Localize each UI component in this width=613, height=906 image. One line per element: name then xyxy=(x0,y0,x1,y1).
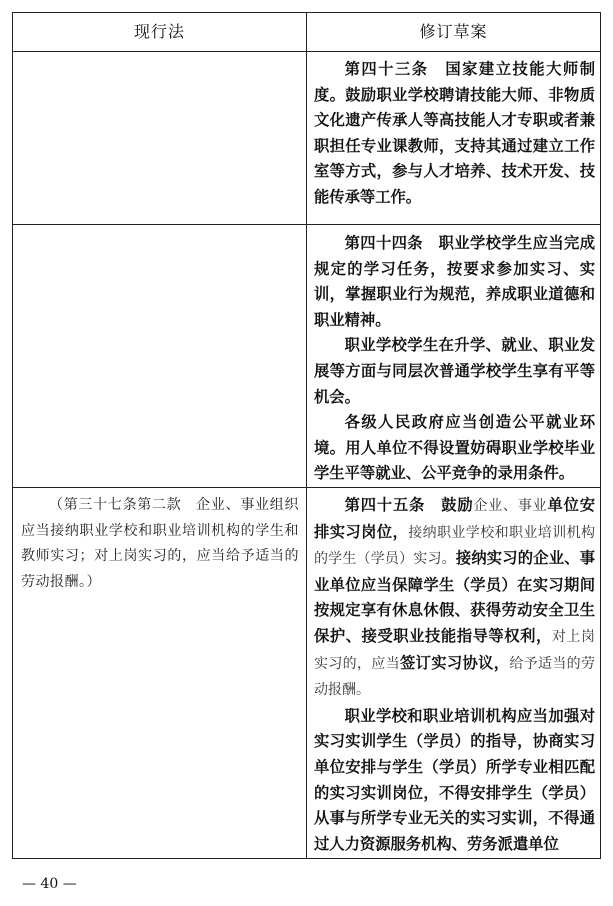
article-45-unchanged-3: 对上岗实习的，应当 xyxy=(314,628,595,672)
article-45-unchanged-4: 给予适当的劳动报酬。 xyxy=(314,655,595,699)
article-45-unchanged-2: 接纳职业学校和职业培训机构的学生（学员）实习。 xyxy=(314,524,595,568)
row-divider-2 xyxy=(13,487,600,488)
row3-revised-cell xyxy=(314,493,595,857)
article-45-added-3: 签订实习协议， xyxy=(399,653,510,672)
header-revised-draft: 修订草案 xyxy=(419,22,488,41)
article-44-para-2: 职业学校学生在升学、就业、职业发展等方面与同层次普通学校学生享有平等机会。 xyxy=(314,336,595,406)
article-37-clause-2: （第三十七条第二款 企业、事业组织应当接纳职业学校和职业培训机构的学生和教师实习；对上岗实习的，应当给予适当的劳动报酬。） xyxy=(21,497,299,590)
article-45-added-2: 接纳实习的企业、事业单位应当保障学生（学员）在实习期间按规定享有休息休假、获得劳动安全卫生保护、接受职业技能指导等权利， xyxy=(314,549,595,645)
row3-current-cell xyxy=(21,493,299,595)
row-divider-1 xyxy=(13,224,600,225)
page-number: — 40 — xyxy=(22,876,77,892)
article-45-lead: 第四十五条 鼓励 xyxy=(344,496,474,514)
article-44-para-3: 各级人民政府应当创造公平就业环境。用人单位不得设置妨碍职业学校毕业学生平等就业、公平竞争的录用条件。 xyxy=(314,413,595,483)
article-44-para-1: 第四十四条 职业学校学生应当完成规定的学习任务，按要求参加实习、实训，掌握职业行为规范，养成职业道德和职业精神。 xyxy=(314,234,595,329)
article-45-para-1 xyxy=(314,493,595,704)
article-45-unchanged-1: 企业、事业 xyxy=(473,498,548,514)
row1-revised-cell xyxy=(314,57,595,211)
header-divider xyxy=(13,51,600,52)
header-current-law: 现行法 xyxy=(133,22,185,41)
article-45-added-1: 单位安排实习岗位， xyxy=(314,496,595,541)
article-45-para-2: 职业学校和职业培训机构应当加强对实习实训学生（学员）的指导，协商实习单位安排与学生（学员）所学专业相匹配的实习实训岗位，不得安排学生（学员）从事与所学专业无关的实习实训，不得通过人力资源服务机构、劳务派遣单位 xyxy=(314,706,595,853)
column-divider xyxy=(306,13,307,858)
article-43: 第四十三条 国家建立技能大师制度。鼓励职业学校聘请技能大师、非物质文化遗产传承人等高技能人才专职或者兼职担任专业课教师，支持其通过建立工作室等方式，参与人才培养、技术开发、技能传承等工作。 xyxy=(314,60,595,206)
comparison-table xyxy=(12,12,601,859)
row2-revised-cell xyxy=(314,231,595,487)
